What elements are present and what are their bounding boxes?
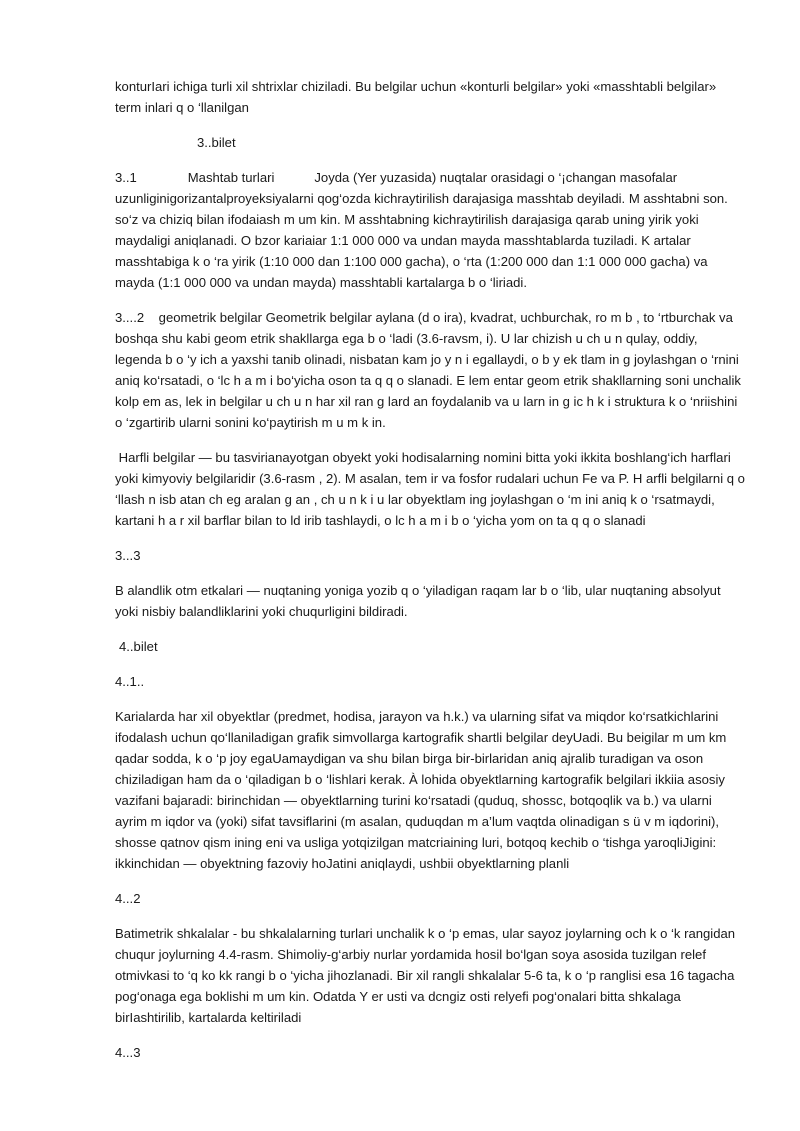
paragraph-bathymetric-scales: Batimetrik shkalalar - bu shkalalarning turlari unchalik k o ‘p emas, ular sayoz joylarning och k o ‘k rangidan chuqur joylurning 4.4-rasm. Shimoliy-g‘arbiy nurlar yordamida hosil bo‘lgan soya asosida tuzilgan relef otmivkasi to ‘q ko kk rangi b o ‘yicha jihozlanadi. Bir xil rangli shkalalar 5-6 ta, k o ‘p ranglisi esa 16 tagacha pog‘onaga ega boklishi m um kin. Odatda Y er usti va dcngiz osti relyefi pog‘onalari bitta shkalaga birIashtirilib, kartalarda keltiriladi: [115, 926, 739, 1025]
document-page: [115, 76, 749, 1077]
paragraph-contour-symbols: konturIari ichiga turli xil shtrixlar chiziladi. Bu belgilar uchun «konturli belgilar» yoki «masshtabli belgilar» term inlari q o ‘llanilgan: [115, 79, 720, 115]
paragraph-letter-symbols: Harfli belgilar — bu tasvirianayotgan obyekt yoki hodisalarning nomini bitta yoki ikkita boshlang‘ich harflari yoki kimyoviy belgilaridir (3.6-rasm , 2). M asalan, tem ir va fosfor rudalari uchun Fe va P. H arfli belgilarni q o ‘llash n isb atan ch eg aralan g an , ch u n k i u lar obyektlam ing joylashgan o ‘m ini aniq k o ‘rsatmaydi, kartani h a r xil barflar bilan to ld irib tashlaydi, o lc h a m i b o ‘yicha yom on ta q q o slanadi: [115, 450, 749, 528]
paragraph-elevation-marks: B alandlik otm etkalari — nuqtaning yoniga yozib q o ‘yiladigan raqam lar b o ‘lib, ular nuqtaning absolyut yoki nisbiy balandliklarini yoki chuqurligini bildiradi.: [115, 583, 725, 619]
heading-section-4-3: 4...3: [115, 1045, 141, 1060]
heading-section-4-1: 4..1..: [115, 674, 145, 689]
paragraph-cartographic-symbols: Karialarda har xil obyektlar (predmet, hodisa, jarayon va h.k.) va ularning sifat va miqdor ko‘rsatkichlarini ifodalash uchun qo‘llaniladigan grafik simvollarga kartografik shartli belgilar deyUadi. Bu beigilar m um km qadar sodda, k o ‘p joy egaUamaydigan va shu bilan birga bir-birlaridan aniq ajralib turadigan va oson chiziladigan ham da o ‘qiladigan b o ‘lishlari kerak. À lohida obyektlarning kartografik belgilari ikkiia asosiy vazifani bajaradi: birinchidan — obyektlarning turini ko‘rsatadi (quduq, shossc, botqoqlik va b.) va ularni ayrim m iqdor va (yoki) sifat tavsiflarini (m asalan, quduqdan m a’lum vaqtda olinadigan s ü v m iqdorini), shosse qatnov qism ining eni va usliga yotqizilgan matcriaining luri, botqoq kechib o ‘tishga yaroqliJigini: ikkinchidan — obyektning fazoviy hoJatini aniqlaydi, ushbii obyektlarning planli: [115, 709, 730, 871]
heading-bilet-3: 3..bilet: [197, 135, 236, 150]
heading-section-4-2: 4...2: [115, 891, 141, 906]
paragraph-scale-types: 3..1 Mashtab turlari Joyda (Yer yuzasida) nuqtalar orasidagi o ‘¡changan masofalar uzunliginigorizantalproyeksiyalarni qog‘ozda kichraytirilish darajasiga masshtab deyiladi. M asshtabni son. so‘z va chiziq bilan ifodaiash m um kin. M asshtabning kichraytirilish darajasiga qarab uning yirik yoki maydaligi aniqlanadi. O bzor kariaiar 1:1 000 000 va undan mayda masshtablarda tuziladi. K artalar masshtabiga k o ‘ra yirik (1:10 000 dan 1:100 000 gacha), o ‘rta (1:200 000 dan 1:1 000 000 gacha) va mayda (1:1 000 000 va undan mayda) masshtabli kartalarga b o ‘liriadi.: [115, 170, 732, 290]
heading-bilet-4: 4..bilet: [119, 639, 158, 654]
heading-section-3-3: 3...3: [115, 548, 141, 563]
paragraph-geometric-symbols: 3....2 geometrik belgilar Geometrik belgilar aylana (d o ira), kvadrat, uchburchak, ro m b , to ‘rtburchak va boshqa shu kabi geom etrik shakllarga ega b o ‘ladi (3.6-ravsm, i). U lar chizish u ch u n qulay, oddiy, legenda b o ‘y ich a yaxshi tanib olinadi, nisbatan kam jo y n i egallaydi, o b y ek tlam in g joylashgan o ‘rnini aniq ko‘rsatadi, o ‘lc h a m i bo‘yicha oson ta q q o slanadi. E lem entar geom etrik shakllarning soni unchalik kolp em as, lek in belgilar u ch u n har xil ran g lard an foydalanib va u larn in g ic h k i struktura k o ‘nriishini o ‘zgartirib ularni sonini ko‘paytirish m u m k in.: [115, 310, 745, 430]
